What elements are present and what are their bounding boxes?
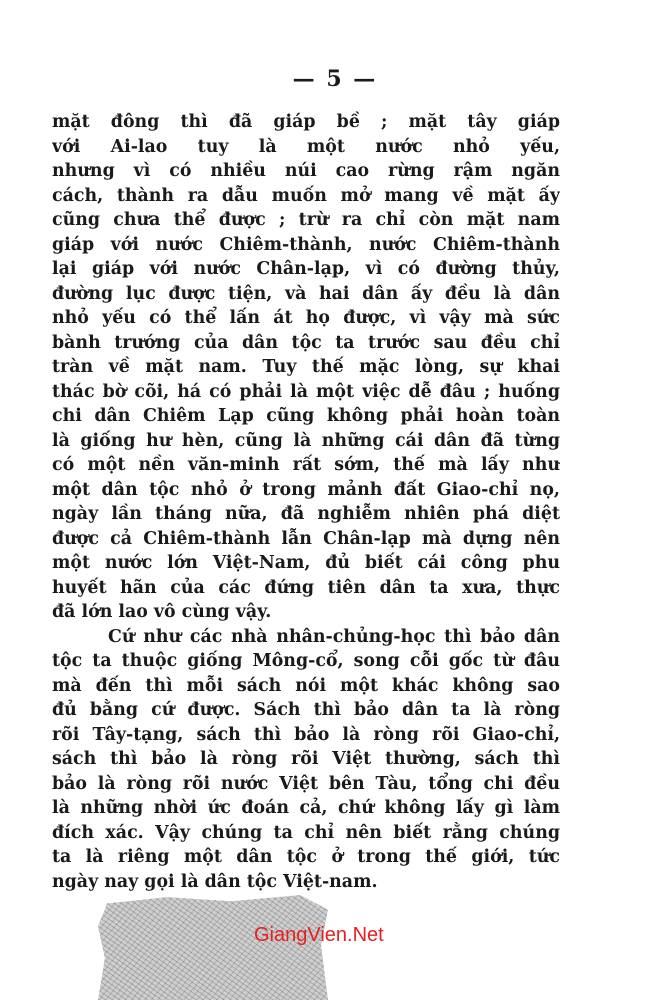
text-line: giáp với nước Chiêm-thành, nước Chiêm-thành — [52, 234, 560, 255]
text-line: đường lục được tiện, và hai dân ấy đều là dân — [52, 283, 560, 304]
text-line: đã lớn lao vô cùng vậy. — [52, 602, 272, 622]
text-line: là giống hư hèn, cũng là những cái dân đã từng — [52, 430, 560, 451]
text-line: chi dân Chiêm Lạp cũng không phải hoàn toàn — [52, 406, 560, 426]
text-line: lại giáp với nước Chân-lạp, vì có đường thủy, — [52, 259, 560, 279]
text-line: nhỏ yếu có thể lấn át họ được, vì vậy mà sức — [52, 308, 560, 328]
text-line: là những nhời ức đoán cả, chứ không lấy gì làm — [52, 798, 560, 818]
text-line: sách thì bảo là ròng rõi Việt thường, sách thì — [52, 749, 560, 769]
text-line: tràn về mặt nam. Tuy thế mặc lòng, sự khai — [52, 357, 560, 377]
page-number: — 5 — — [292, 66, 378, 92]
text-line: bảo là ròng rõi nước Việt bên Tàu, tổng chi đều — [52, 773, 560, 794]
text-line: đủ bằng cứ được. Sách thì bảo dân ta là ròng — [52, 700, 560, 720]
text-line: cách, thành ra dẫu muốn mở mang về mặt ấy — [52, 185, 560, 206]
text-line: cũng chưa thể được ; trừ ra chỉ còn mặt nam — [52, 210, 560, 230]
watermark: GiangVien.Net — [254, 924, 384, 946]
text-line: ngày nay gọi là dân tộc Việt-nam. — [52, 871, 378, 892]
body-text — [52, 110, 560, 894]
damaged-paper-area — [98, 895, 328, 1000]
text-line: huyết hãn của các đứng tiên dân ta xưa, thực — [52, 577, 560, 598]
text-line: rõi Tây-tạng, sách thì bảo là ròng rõi Giao-chỉ, — [52, 724, 560, 745]
text-line: mà đến thì mỗi sách nói một khác không sao — [52, 675, 560, 696]
text-line: đích xác. Vậy chúng ta chỉ nên biết rằng chúng — [52, 822, 560, 843]
text-line: nhưng vì có nhiều núi cao rừng rậm ngăn — [52, 161, 560, 181]
text-line: một nước lớn Việt-Nam, đủ biết cái công phu — [52, 553, 560, 573]
text-line: ta là riêng một dân tộc ở trong thế giới, tức — [52, 847, 560, 867]
text-line: tộc ta thuộc giống Mông-cổ, song cỗi gốc từ đâu — [52, 651, 560, 671]
text-line: mặt đông thì đã giáp bề ; mặt tây giáp — [52, 112, 560, 132]
text-line: bành trướng của dân tộc ta trước sau đều chỉ — [52, 332, 560, 353]
text-line: Cứ như các nhà nhân-chủng-học thì bảo dân — [108, 626, 560, 647]
text-line: được cả Chiêm-thành lẫn Chân-lạp mà dựng nên — [52, 528, 560, 549]
text-line: thác bờ cõi, há có phải là một việc dễ đâu ; huống — [52, 381, 560, 402]
text-line: một dân tộc nhỏ ở trong mảnh đất Giao-chỉ nọ, — [52, 479, 560, 500]
text-line: với Ai-lao tuy là một nước nhỏ yếu, — [52, 136, 560, 157]
text-line: có một nền văn-minh rất sớm, thế mà lấy như — [52, 455, 560, 475]
text-line: ngày lần tháng nữa, đã nghiễm nhiên phá diệt — [52, 504, 560, 524]
